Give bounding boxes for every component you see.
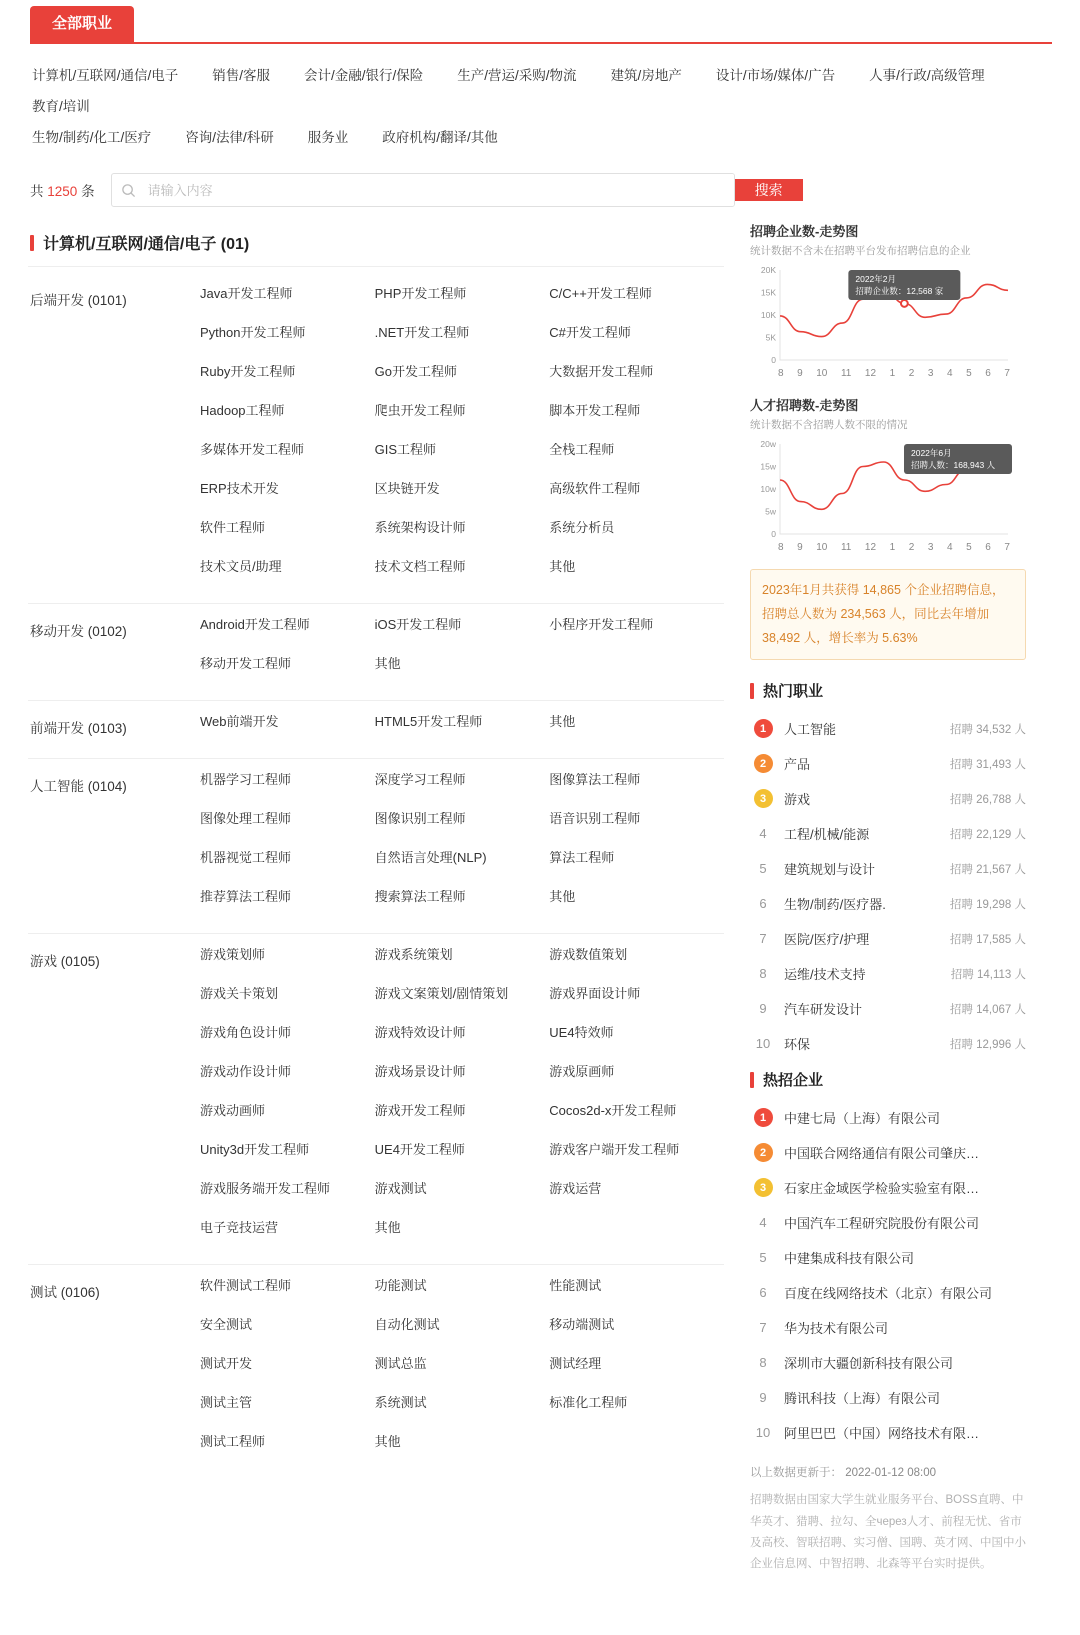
occupation-group: [28, 759, 724, 934]
job-link[interactable]: 多媒体开发工程师: [200, 443, 305, 458]
svg-text:招聘人数：168,943 人: 招聘人数：168,943 人: [911, 460, 996, 471]
svg-text:5w: 5w: [765, 506, 776, 517]
summary-notice: 2023年1月共获得 14,865 个企业招聘信息，招聘总人数为 234,563 人，同比去年增加 38,492 人，增长率为 5.63%: [750, 569, 1026, 660]
job-link[interactable]: 测试总监: [374, 1357, 427, 1372]
group-name: 人工智能 (0104): [30, 779, 127, 795]
list-item[interactable]: [750, 816, 1026, 851]
hot-company-name: 中国汽车工程研究院股份有限公司: [784, 1216, 980, 1232]
section-title-text: 计算机/互联网/通信/电子 (01): [43, 236, 250, 254]
list-item[interactable]: [750, 1135, 1026, 1170]
rank-number: 7: [759, 931, 767, 947]
job-link[interactable]: Hadoop工程师: [200, 404, 285, 419]
job-link[interactable]: Ruby开发工程师: [200, 365, 296, 380]
count-suffix: 条: [81, 184, 95, 200]
svg-text:2022年2月: 2022年2月: [855, 274, 897, 285]
x-tick-label: 1: [889, 542, 896, 554]
rank-value: 招聘 21,567 人: [949, 863, 1026, 876]
section-title: [28, 215, 724, 267]
chart-company-count: [750, 221, 1026, 379]
hot-job-name: 运维/技术支持: [784, 967, 866, 983]
job-link[interactable]: 游戏开发工程师: [374, 1104, 466, 1119]
list-item[interactable]: [750, 711, 1026, 746]
hot-jobs-title: [750, 680, 1026, 701]
category-nav-row-2: [32, 122, 1048, 153]
job-links: [200, 1279, 724, 1474]
hot-companies-title: [750, 1069, 1026, 1090]
job-link[interactable]: GIS工程师: [374, 443, 437, 458]
list-item[interactable]: [750, 781, 1026, 816]
hot-job-name: 汽车研发设计: [784, 1002, 863, 1018]
list-item[interactable]: [750, 1205, 1026, 1240]
job-link[interactable]: 自然语言处理(NLP): [374, 851, 487, 866]
job-link[interactable]: 电子竞技运营: [200, 1221, 279, 1236]
x-tick-label: 8: [778, 542, 784, 554]
medal-icon: 2: [754, 754, 773, 773]
rank-value: 招聘 12,996 人: [949, 1038, 1026, 1051]
job-link[interactable]: 游戏关卡策划: [200, 987, 279, 1002]
job-link[interactable]: 图像识别工程师: [374, 812, 466, 827]
job-link[interactable]: 测试主管: [200, 1396, 253, 1411]
job-link[interactable]: 游戏动画师: [200, 1104, 266, 1119]
x-tick-label: 3: [927, 368, 934, 380]
job-link[interactable]: 标准化工程师: [549, 1396, 628, 1411]
chart-1-subtitle: 统计数据不含未在招聘平台发布招聘信息的企业: [750, 245, 971, 258]
svg-text:15K: 15K: [760, 287, 776, 298]
rank-number: [750, 789, 776, 808]
hot-job-name: 产品: [784, 757, 811, 773]
job-link[interactable]: ERP技术开发: [200, 482, 279, 497]
job-link[interactable]: 游戏系统策划: [374, 948, 453, 963]
job-link[interactable]: C/C++开发工程师: [549, 287, 652, 302]
job-link[interactable]: 游戏数值策划: [549, 948, 628, 963]
hot-company-name: 中建七局（上海）有限公司: [784, 1111, 941, 1127]
accent-bar-icon: [30, 235, 34, 251]
job-link[interactable]: 语音识别工程师: [549, 812, 641, 827]
category-nav: [28, 44, 1052, 159]
hot-job-name: 工程/机械/能源: [784, 827, 870, 843]
rank-number: 8: [759, 1355, 767, 1371]
list-item[interactable]: [750, 1170, 1026, 1205]
data-disclaimer: 招聘数据由国家大学生就业服务平台、BOSS直聘、中华英才、猎聘、拉勾、全через人才、前程无忧、省市及高校、智联招聘、实习僧、国聘、英才网、中国中小企业信息网、中智招聘、北森等平台实时提供。: [750, 1494, 1026, 1571]
hot-job-name: 人工智能: [784, 722, 837, 738]
update-value: 2022-01-12 08:00: [845, 1467, 937, 1480]
rank-number: [750, 754, 776, 773]
hot-job-name: 生物/制药/医疗器.: [784, 897, 886, 913]
job-link[interactable]: 游戏特效设计师: [374, 1026, 466, 1041]
job-link[interactable]: 移动开发工程师: [200, 657, 292, 672]
group-name: 移动开发 (0102): [30, 624, 127, 640]
x-tick-label: 4: [946, 368, 953, 380]
occupation-groups: [28, 273, 724, 1478]
hot-company-name: 阿里巴巴（中国）网络技术有限…: [784, 1426, 980, 1442]
list-item[interactable]: [750, 1415, 1026, 1450]
rank-number: 10: [755, 1425, 771, 1441]
x-tick-label: 2: [908, 542, 915, 554]
job-link[interactable]: .NET开发工程师: [374, 326, 470, 341]
job-link[interactable]: 游戏策划师: [200, 948, 266, 963]
x-tick-label: 1: [889, 368, 896, 380]
hot-job-name: 环保: [784, 1037, 811, 1053]
job-links: [200, 287, 724, 599]
job-link[interactable]: 自动化测试: [374, 1318, 440, 1333]
chart-1-xaxis: [750, 366, 1014, 379]
x-tick-label: 6: [985, 542, 991, 554]
svg-text:招聘企业数：12,568 家: 招聘企业数：12,568 家: [855, 286, 944, 297]
group-name: 测试 (0106): [30, 1285, 100, 1301]
job-link[interactable]: 游戏角色设计师: [200, 1026, 292, 1041]
job-link[interactable]: 系统分析员: [549, 521, 615, 536]
rank-number: 10: [755, 1036, 771, 1052]
list-item[interactable]: [750, 921, 1026, 956]
search-row: [30, 173, 1052, 207]
medal-icon: 3: [754, 1178, 773, 1197]
x-tick-label: 5: [966, 542, 972, 554]
job-link[interactable]: 移动端测试: [549, 1318, 615, 1333]
group-name: 游戏 (0105): [30, 954, 100, 970]
job-link[interactable]: 推荐算法工程师: [200, 890, 292, 905]
search-icon: [112, 174, 146, 206]
hot-company-name: 中国联合网络通信有限公司肇庆…: [784, 1146, 980, 1162]
group-name: 前端开发 (0103): [30, 721, 127, 737]
job-link[interactable]: 游戏测试: [374, 1182, 427, 1197]
svg-text:0: 0: [771, 355, 776, 366]
count-prefix: 共: [30, 184, 44, 200]
job-link[interactable]: 系统架构设计师: [374, 521, 466, 536]
nav-item-r2-3[interactable]: 政府机构/翻译/其他: [382, 130, 498, 146]
group-name: 后端开发 (0101): [30, 293, 127, 309]
nav-item-r1-4[interactable]: 建筑/房地产: [610, 68, 682, 83]
job-link[interactable]: 区块链开发: [374, 482, 440, 497]
x-tick-label: 10: [816, 542, 828, 554]
job-link[interactable]: Cocos2d-x开发工程师: [549, 1104, 677, 1119]
hot-job-name: 游戏: [784, 792, 811, 808]
list-item[interactable]: [750, 746, 1026, 781]
job-link[interactable]: 算法工程师: [549, 851, 615, 866]
x-tick-label: 5: [966, 368, 972, 380]
nav-item-r2-1[interactable]: 咨询/法律/科研: [185, 130, 274, 146]
rank-number: 6: [759, 896, 767, 912]
job-links: [200, 948, 724, 1260]
svg-text:15w: 15w: [760, 461, 776, 472]
nav-item-r1-3[interactable]: 生产/营运/采购/物流: [457, 68, 577, 83]
job-link[interactable]: 其他: [374, 1221, 401, 1236]
job-link[interactable]: 游戏场景设计师: [374, 1065, 466, 1080]
x-tick-label: 11: [840, 542, 852, 554]
job-link[interactable]: 其他: [549, 560, 576, 575]
chart-1-title: 招聘企业数-走势图: [750, 224, 859, 240]
x-tick-label: 6: [985, 368, 991, 380]
rank-value: 招聘 31,493 人: [949, 758, 1026, 771]
result-count: [30, 180, 95, 200]
hot-job-name: 医院/医疗/护理: [784, 932, 870, 948]
rank-number: 5: [759, 861, 767, 877]
job-link[interactable]: UE4特效师: [549, 1026, 614, 1041]
list-item[interactable]: [750, 991, 1026, 1026]
job-link[interactable]: iOS开发工程师: [374, 618, 462, 633]
hot-companies-title-text: 热招企业: [763, 1072, 824, 1090]
svg-text:20K: 20K: [760, 265, 776, 276]
medal-icon: 2: [754, 1143, 773, 1162]
job-link[interactable]: 小程序开发工程师: [549, 618, 654, 633]
chart-1-canvas: [750, 262, 1014, 366]
list-item[interactable]: [750, 1310, 1026, 1345]
job-link[interactable]: 高级软件工程师: [549, 482, 641, 497]
job-link[interactable]: 全栈工程师: [549, 443, 615, 458]
hot-company-name: 中建集成科技有限公司: [784, 1251, 915, 1267]
job-links: [200, 618, 724, 696]
list-item[interactable]: [750, 956, 1026, 991]
category-nav-row-1: [32, 60, 1048, 122]
nav-item-r1-1[interactable]: 销售/客服: [212, 68, 271, 83]
job-link[interactable]: 大数据开发工程师: [549, 365, 654, 380]
job-links: [200, 773, 724, 929]
nav-item-r1-2[interactable]: 会计/金融/银行/保险: [304, 68, 424, 83]
job-link[interactable]: Unity3d开发工程师: [200, 1143, 310, 1158]
svg-text:5K: 5K: [765, 332, 776, 343]
nav-item-r1-0[interactable]: 计算机/互联网/通信/电子: [32, 68, 179, 83]
job-link[interactable]: 游戏原画师: [549, 1065, 615, 1080]
x-tick-label: 2: [908, 368, 915, 380]
chart-2-title: 人才招聘数-走势图: [750, 398, 859, 414]
rank-number: 4: [759, 826, 767, 842]
job-link[interactable]: 其他: [549, 890, 576, 905]
job-link[interactable]: 游戏界面设计师: [549, 987, 641, 1002]
job-link[interactable]: 其他: [374, 1435, 401, 1450]
medal-icon: 3: [754, 789, 773, 808]
x-tick-label: 4: [946, 542, 953, 554]
rank-value: 招聘 14,113 人: [950, 968, 1026, 981]
list-item[interactable]: [750, 851, 1026, 886]
list-item[interactable]: [750, 886, 1026, 921]
svg-text:0: 0: [771, 529, 776, 540]
job-link[interactable]: 搜索算法工程师: [374, 890, 466, 905]
hot-company-name: 腾讯科技（上海）有限公司: [784, 1391, 941, 1407]
job-link[interactable]: 图像处理工程师: [200, 812, 292, 827]
rank-number: 6: [759, 1285, 767, 1301]
nav-item-r1-6[interactable]: 人事/行政/高级管理: [869, 68, 985, 83]
svg-text:10K: 10K: [760, 310, 776, 321]
job-link[interactable]: 系统测试: [374, 1396, 427, 1411]
job-link[interactable]: 其他: [374, 657, 401, 672]
job-link[interactable]: 软件工程师: [200, 521, 266, 536]
nav-item-r1-7[interactable]: 教育/培训: [32, 99, 90, 115]
count-number: 1250: [47, 184, 78, 200]
rank-value: 招聘 22,129 人: [949, 828, 1026, 841]
job-link[interactable]: Android开发工程师: [200, 618, 310, 633]
job-link[interactable]: 游戏动作设计师: [200, 1065, 292, 1080]
job-link[interactable]: 游戏运营: [549, 1182, 602, 1197]
rank-number: [750, 719, 776, 738]
x-tick-label: 9: [797, 542, 803, 554]
list-item[interactable]: [750, 1345, 1026, 1380]
svg-text:2022年6月: 2022年6月: [911, 448, 952, 459]
job-link[interactable]: 功能测试: [374, 1279, 427, 1294]
rank-number: 5: [759, 1250, 767, 1266]
chart-2-xaxis: [750, 540, 1014, 553]
job-link[interactable]: 机器视觉工程师: [200, 851, 292, 866]
x-tick-label: 9: [797, 368, 803, 380]
nav-item-r2-2[interactable]: 服务业: [307, 130, 349, 146]
x-tick-label: 7: [1004, 368, 1010, 380]
occupation-group: [28, 604, 724, 701]
top-tab-bar: [30, 0, 1052, 44]
occupation-group: [28, 1265, 724, 1478]
search-button[interactable]: 搜索: [735, 179, 803, 201]
hot-company-name: 石家庄金域医学检验实验室有限…: [784, 1181, 980, 1197]
job-link[interactable]: 深度学习工程师: [374, 773, 466, 788]
list-item[interactable]: [750, 1240, 1026, 1275]
chart-2-subtitle: 统计数据不含招聘人数不限的情况: [750, 419, 908, 432]
job-link[interactable]: Go开发工程师: [374, 365, 457, 380]
chart-2-canvas: [750, 436, 1014, 540]
x-tick-label: 12: [864, 368, 877, 380]
svg-text:20w: 20w: [760, 439, 776, 450]
job-link[interactable]: 性能测试: [549, 1279, 602, 1294]
nav-item-r1-5[interactable]: 设计/市场/媒体/广告: [715, 68, 836, 83]
job-link[interactable]: 技术文员/助理: [200, 560, 282, 575]
x-tick-label: 12: [864, 542, 877, 554]
occupation-group: [28, 273, 724, 604]
job-links: [200, 715, 724, 754]
job-link[interactable]: 游戏文案策划/剧情策划: [374, 987, 509, 1002]
job-link[interactable]: 机器学习工程师: [200, 773, 292, 788]
rank-value: 招聘 19,298 人: [949, 898, 1026, 911]
job-link[interactable]: 图像算法工程师: [549, 773, 641, 788]
rank-number: [750, 1108, 776, 1127]
hot-company-name: 百度在线网络技术（北京）有限公司: [784, 1286, 993, 1302]
job-link[interactable]: 脚本开发工程师: [549, 404, 641, 419]
hot-company-name: 华为技术有限公司: [784, 1321, 889, 1337]
job-link[interactable]: 其他: [549, 715, 576, 730]
nav-item-r2-0[interactable]: 生物/制药/化工/医疗: [32, 130, 152, 146]
x-tick-label: 11: [840, 368, 852, 380]
job-link[interactable]: 安全测试: [200, 1318, 253, 1333]
x-tick-label: 3: [927, 542, 934, 554]
job-link[interactable]: Web前端开发: [200, 715, 279, 730]
search-input[interactable]: [146, 174, 734, 206]
chart-hiring-count: [750, 395, 1026, 553]
x-tick-label: 7: [1004, 542, 1010, 554]
sidebar: [750, 215, 1026, 1575]
list-item[interactable]: [750, 1275, 1026, 1310]
medal-icon: 1: [754, 1108, 773, 1127]
job-link[interactable]: 测试经理: [549, 1357, 602, 1372]
content-area: [28, 215, 1052, 1575]
job-link[interactable]: 测试开发: [200, 1357, 253, 1372]
svg-text:10w: 10w: [760, 484, 776, 495]
medal-icon: 1: [754, 719, 773, 738]
list-item[interactable]: [750, 1380, 1026, 1415]
job-link[interactable]: Python开发工程师: [200, 326, 306, 341]
tab-all-occupations[interactable]: 全部职业: [30, 6, 134, 42]
rank-number: 7: [759, 1320, 767, 1336]
occupation-list: [28, 215, 750, 1478]
search-box: [111, 173, 735, 207]
job-link[interactable]: HTML5开发工程师: [374, 715, 483, 730]
rank-value: 招聘 26,788 人: [949, 793, 1026, 806]
rank-value: 招聘 17,585 人: [949, 933, 1026, 946]
rank-number: [750, 1178, 776, 1197]
job-link[interactable]: Java开发工程师: [200, 287, 293, 302]
x-tick-label: 8: [778, 368, 784, 380]
occupation-group: [28, 934, 724, 1265]
x-tick-label: 10: [816, 368, 828, 380]
job-link[interactable]: 游戏服务端开发工程师: [200, 1182, 331, 1197]
hot-companies-list: [750, 1100, 1026, 1450]
list-item[interactable]: [750, 1100, 1026, 1135]
job-link[interactable]: PHP开发工程师: [374, 287, 467, 302]
hot-job-name: 建筑规划与设计: [784, 862, 876, 878]
hot-company-name: 深圳市大疆创新科技有限公司: [784, 1356, 954, 1372]
job-link[interactable]: 测试工程师: [200, 1435, 266, 1450]
job-link[interactable]: 游戏客户端开发工程师: [549, 1143, 680, 1158]
job-link[interactable]: C#开发工程师: [549, 326, 631, 341]
rank-value: 招聘 14,067 人: [949, 1003, 1026, 1016]
occupation-group: [28, 701, 724, 759]
job-link[interactable]: 爬虫开发工程师: [374, 404, 466, 419]
job-link[interactable]: UE4开发工程师: [374, 1143, 465, 1158]
accent-bar-icon: [750, 1072, 754, 1088]
update-time: [750, 1464, 1026, 1480]
job-link[interactable]: 软件测试工程师: [200, 1279, 292, 1294]
rank-value: 招聘 34,532 人: [949, 723, 1026, 736]
rank-number: 4: [759, 1215, 767, 1231]
rank-number: [750, 1143, 776, 1162]
hot-jobs-list: [750, 711, 1026, 1061]
rank-number: 9: [759, 1001, 767, 1017]
rank-number: 8: [759, 966, 767, 982]
list-item[interactable]: [750, 1026, 1026, 1061]
update-label: 以上数据更新于：: [750, 1467, 842, 1480]
rank-number: 9: [759, 1390, 767, 1406]
job-link[interactable]: 技术文档工程师: [374, 560, 466, 575]
accent-bar-icon: [750, 683, 754, 699]
hot-jobs-title-text: 热门职业: [763, 683, 824, 701]
